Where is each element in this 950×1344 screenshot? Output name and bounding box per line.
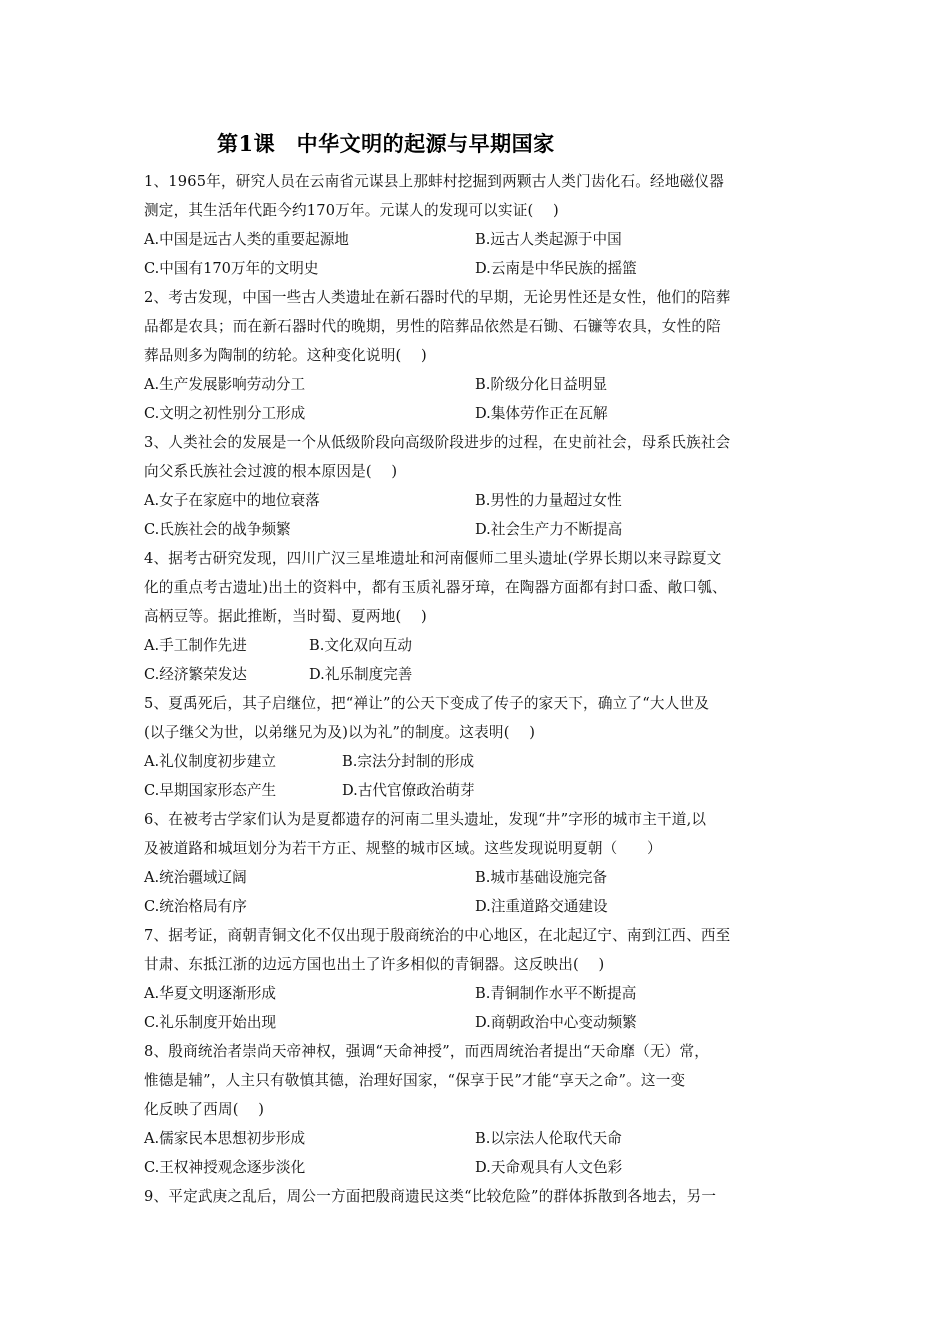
question-stem: 化反映了西周( ) [144,1101,265,1118]
option-a: A.生产发展影响劳动分工 [144,376,306,393]
question-stem: 葬品则多为陶制的纺轮。这种变化说明( ) [144,347,427,364]
question-stem: 高柄豆等。据此推断，当时蜀、夏两地( ) [144,608,427,625]
option-c: C.早期国家形态产生 [144,782,277,799]
option-d: D.礼乐制度完善 [309,666,413,683]
options-row [144,254,808,283]
option-a: A.中国是远古人类的重要起源地 [144,231,349,248]
question-stem: 化的重点考古遗址)出土的资料中，都有玉质礼器牙璋，在陶器方面都有封口盉、敞口瓠、 [144,579,727,596]
question-stem: 3、人类社会的发展是一个从低级阶段向高级阶段进步的过程，在史前社会，母系氏族社会 [144,434,731,451]
options-row [144,225,808,254]
option-d: D.天命观具有人文色彩 [475,1159,623,1176]
option-c: C.王权神授观念逐步淡化 [144,1159,306,1176]
option-b: B.远古人类起源于中国 [475,231,622,248]
option-b: B.宗法分封制的形成 [342,753,475,770]
option-c: C.统治格局有序 [144,898,247,915]
question-4 [144,544,808,689]
option-b: B.阶级分化日益明显 [475,376,608,393]
option-a: A.儒家民本思想初步形成 [144,1130,306,1147]
option-a: A.女子在家庭中的地位衰落 [144,492,320,509]
question-stem: 向父系氏族社会过渡的根本原因是( ) [144,463,398,480]
question-stem: 测定，其生活年代距今约170万年。元谋人的发现可以实证( ) [144,202,559,219]
option-d: D.集体劳作正在瓦解 [475,405,608,422]
option-d: D.云南是中华民族的摇篮 [475,260,637,277]
question-stem: 品都是农具；而在新石器时代的晚期，男性的陪葬品依然是石锄、石镰等农具，女性的陪 [144,318,721,335]
options-row [144,979,808,1008]
option-a: A.华夏文明逐渐形成 [144,985,276,1002]
option-d: D.古代官僚政治萌芽 [342,782,475,799]
question-stem: 及被道路和城垣划分为若干方正、规整的城市区域。这些发现说明夏朝（ ） [144,840,662,857]
options-row [144,1008,808,1037]
option-c: C.中国有170万年的文明史 [144,260,319,277]
question-stem: 5、夏禹死后，其子启继位，把“禅让”的公天下变成了传子的家天下，确立了“大人世及 [144,695,710,712]
question-stem: 9、平定武庚之乱后，周公一方面把殷商遗民这类“比较危险”的群体拆散到各地去，另一 [144,1188,717,1205]
question-stem: 8、殷商统治者崇尚天帝神权，强调“天命神授”，而西周统治者提出“天命靡（无）常， [144,1043,710,1060]
options-row [144,863,808,892]
question-stem: 7、据考证，商朝青铜文化不仅出现于殷商统治的中心地区，在北起辽宁、南到江西、西至 [144,927,731,944]
question-6 [144,805,808,921]
option-c: C.经济繁荣发达 [144,666,247,683]
option-c: C.氏族社会的战争频繁 [144,521,291,538]
question-7 [144,921,808,1037]
question-1 [144,167,808,283]
lesson-title: 第1课 中华文明的起源与早期国家 [217,131,555,156]
options-row [144,660,808,689]
question-stem: 甘肃、东抵江浙的边远方国也出土了许多相似的青铜器。这反映出( ) [144,956,605,973]
question-stem: 6、在被考古学家们认为是夏都遗存的河南二里头遗址，发现“井”字形的城市主干道,以 [144,811,707,828]
question-9 [144,1182,808,1211]
question-5 [144,689,808,805]
options-row [144,1153,808,1182]
question-stem: 2、考古发现，中国一些古人类遗址在新石器时代的早期，无论男性还是女性，他们的陪葬 [144,289,731,306]
option-d: D.社会生产力不断提高 [475,521,623,538]
option-a: A.统治疆域辽阔 [144,869,247,886]
option-c: C.文明之初性别分工形成 [144,405,306,422]
options-row [144,747,808,776]
question-8 [144,1037,808,1182]
question-stem: 1、1965年，研究人员在云南省元谋县上那蚌村挖掘到两颗古人类门齿化石。经地磁仪器 [144,173,725,190]
question-stem: 4、据考古研究发现，四川广汉三星堆遗址和河南偃师二里头遗址(学界长期以来寻踪夏文 [144,550,722,567]
option-d: D.商朝政治中心变动频繁 [475,1014,637,1031]
option-d: D.注重道路交通建设 [475,898,608,915]
option-c: C.礼乐制度开始出现 [144,1014,277,1031]
question-stem: (以子继父为世，以弟继兄为及)以为礼”的制度。这表明( ) [144,724,536,741]
options-row [144,892,808,921]
options-row [144,776,808,805]
option-a: A.手工制作先进 [144,637,247,654]
options-row [144,486,808,515]
options-row [144,515,808,544]
option-b: B.文化双向互动 [309,637,412,654]
options-row [144,1124,808,1153]
option-a: A.礼仪制度初步建立 [144,753,276,770]
option-b: B.青铜制作水平不断提高 [475,985,637,1002]
option-b: B.以宗法人伦取代天命 [475,1130,622,1147]
question-2 [144,283,808,428]
option-b: B.城市基础设施完备 [475,869,608,886]
options-row [144,399,808,428]
question-stem: 惟德是辅”，人主只有敬慎其德，治理好国家，“保享于民”才能“享天之命”。这一变 [144,1072,686,1089]
options-row [144,370,808,399]
question-list [144,167,808,1211]
options-row [144,631,808,660]
option-b: B.男性的力量超过女性 [475,492,622,509]
question-3 [144,428,808,544]
